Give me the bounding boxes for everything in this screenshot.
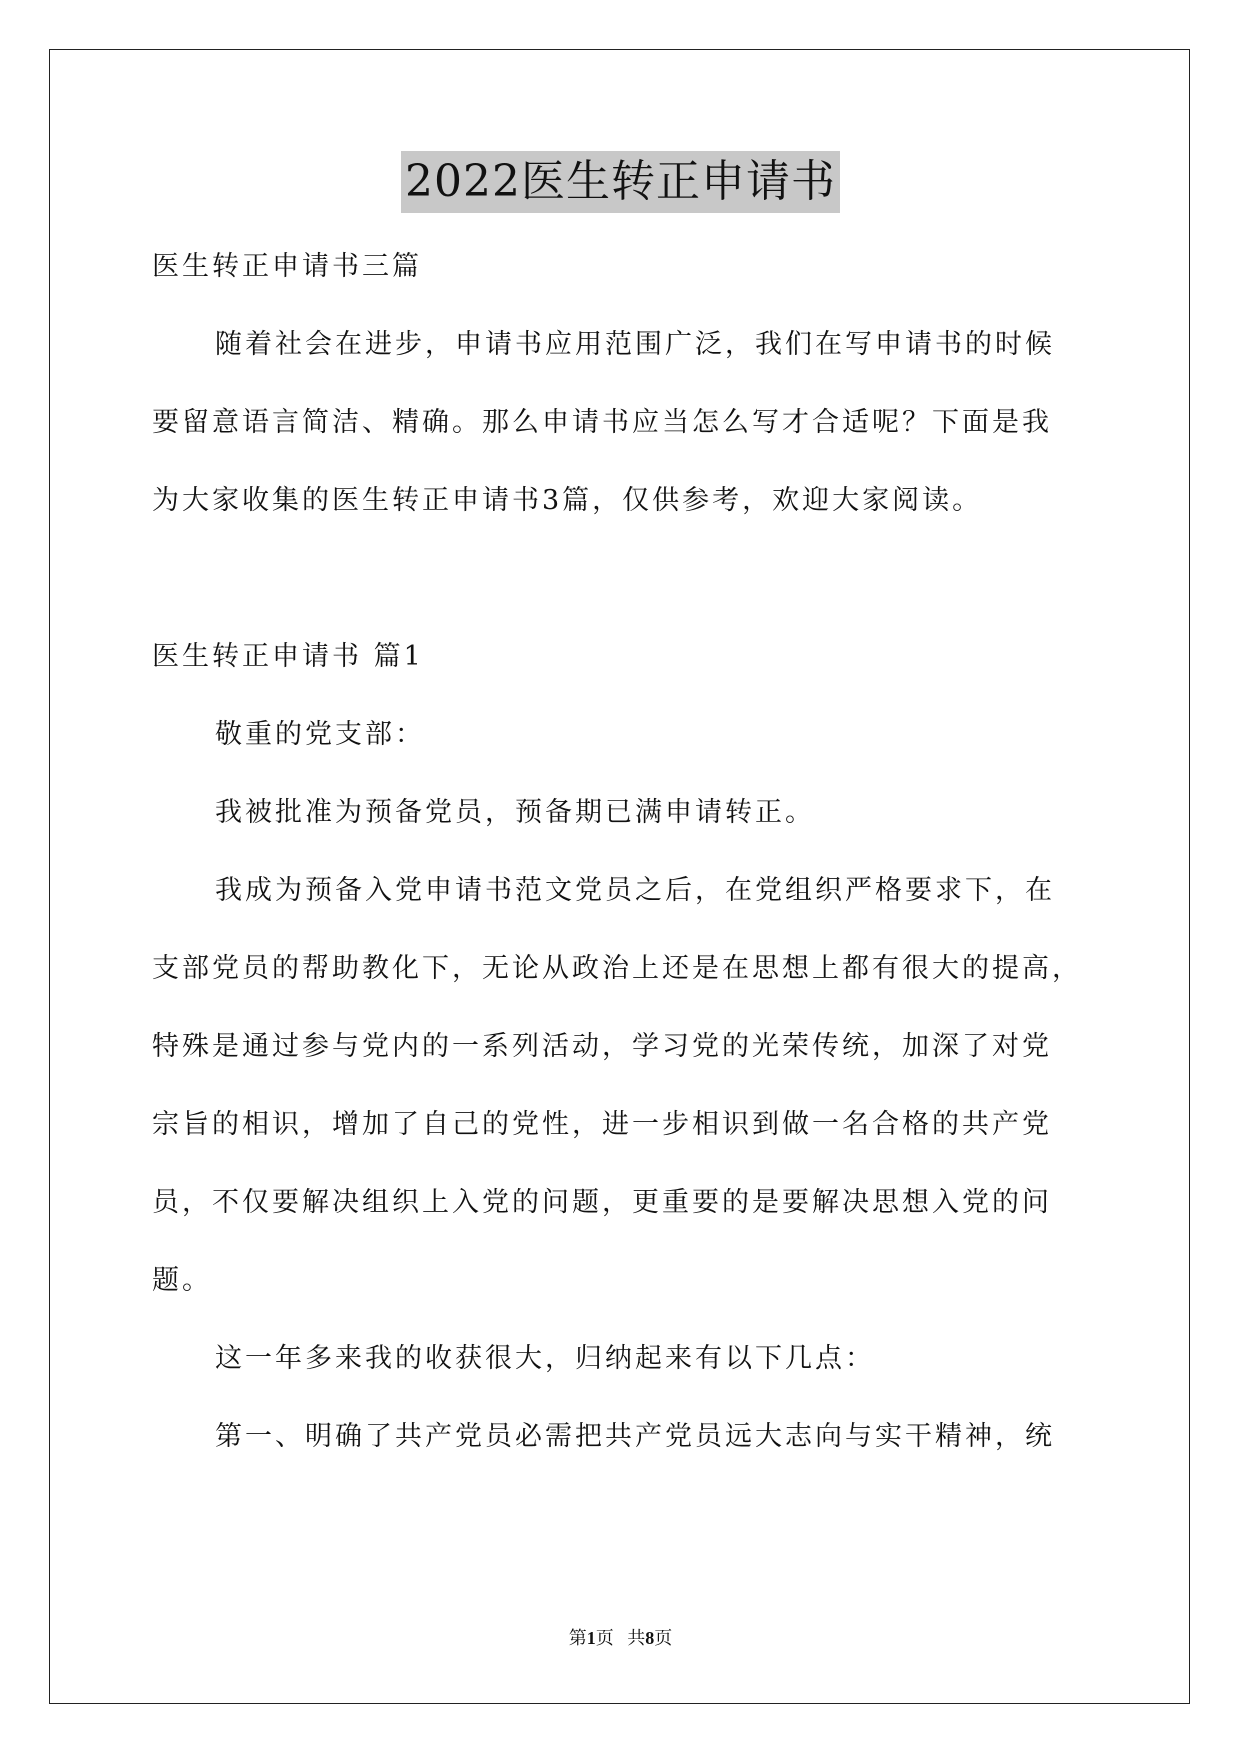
text-line: 为大家收集的医生转正申请书3篇，仅供参考，欢迎大家阅读。 (152, 485, 983, 516)
text-line: 题。 (152, 1265, 212, 1296)
footer-page-number: 1 (586, 1628, 596, 1648)
text-line: 医生转正申请书 篇1 (152, 641, 424, 672)
footer-total-pages: 8 (645, 1628, 655, 1648)
text-line: 要留意语言简洁、精确。那么申请书应当怎么写才合适呢？下面是我 (152, 407, 1052, 438)
document-title: 2022医生转正申请书 (401, 151, 840, 213)
text-line: 我成为预备入党申请书范文党员之后，在党组织严格要求下，在 (215, 875, 1055, 906)
text-line: 支部党员的帮助教化下，无论从政治上还是在思想上都有很大的提高， (152, 953, 1082, 984)
page-footer (0, 1624, 1241, 1650)
document-body (152, 228, 1092, 1476)
text-line: 第一、明确了共产党员必需把共产党员远大志向与实干精神，统 (215, 1421, 1055, 1452)
text-line: 这一年多来我的收获很大，归纳起来有以下几点： (215, 1343, 875, 1374)
text-line: 特殊是通过参与党内的一系列活动，学习党的光荣传统，加深了对党 (152, 1031, 1052, 1062)
footer-total-suffix: 页 (654, 1628, 673, 1648)
text-line: 敬重的党支部： (215, 719, 425, 750)
text-line: 医生转正申请书三篇 (152, 251, 422, 282)
text-line: 随着社会在进步，申请书应用范围广泛，我们在写申请书的时候 (215, 329, 1055, 360)
title-wrap (0, 151, 1241, 213)
text-line: 员，不仅要解决组织上入党的问题，更重要的是要解决思想入党的问 (152, 1187, 1052, 1218)
footer-page-suffix: 页 (595, 1628, 614, 1648)
footer-total-prefix: 共 (627, 1628, 646, 1648)
footer-page-prefix: 第 (568, 1628, 587, 1648)
text-line: 我被批准为预备党员，预备期已满申请转正。 (215, 797, 815, 828)
text-line (152, 540, 1092, 618)
text-line: 宗旨的相识，增加了自己的党性，进一步相识到做一名合格的共产党 (152, 1109, 1052, 1140)
